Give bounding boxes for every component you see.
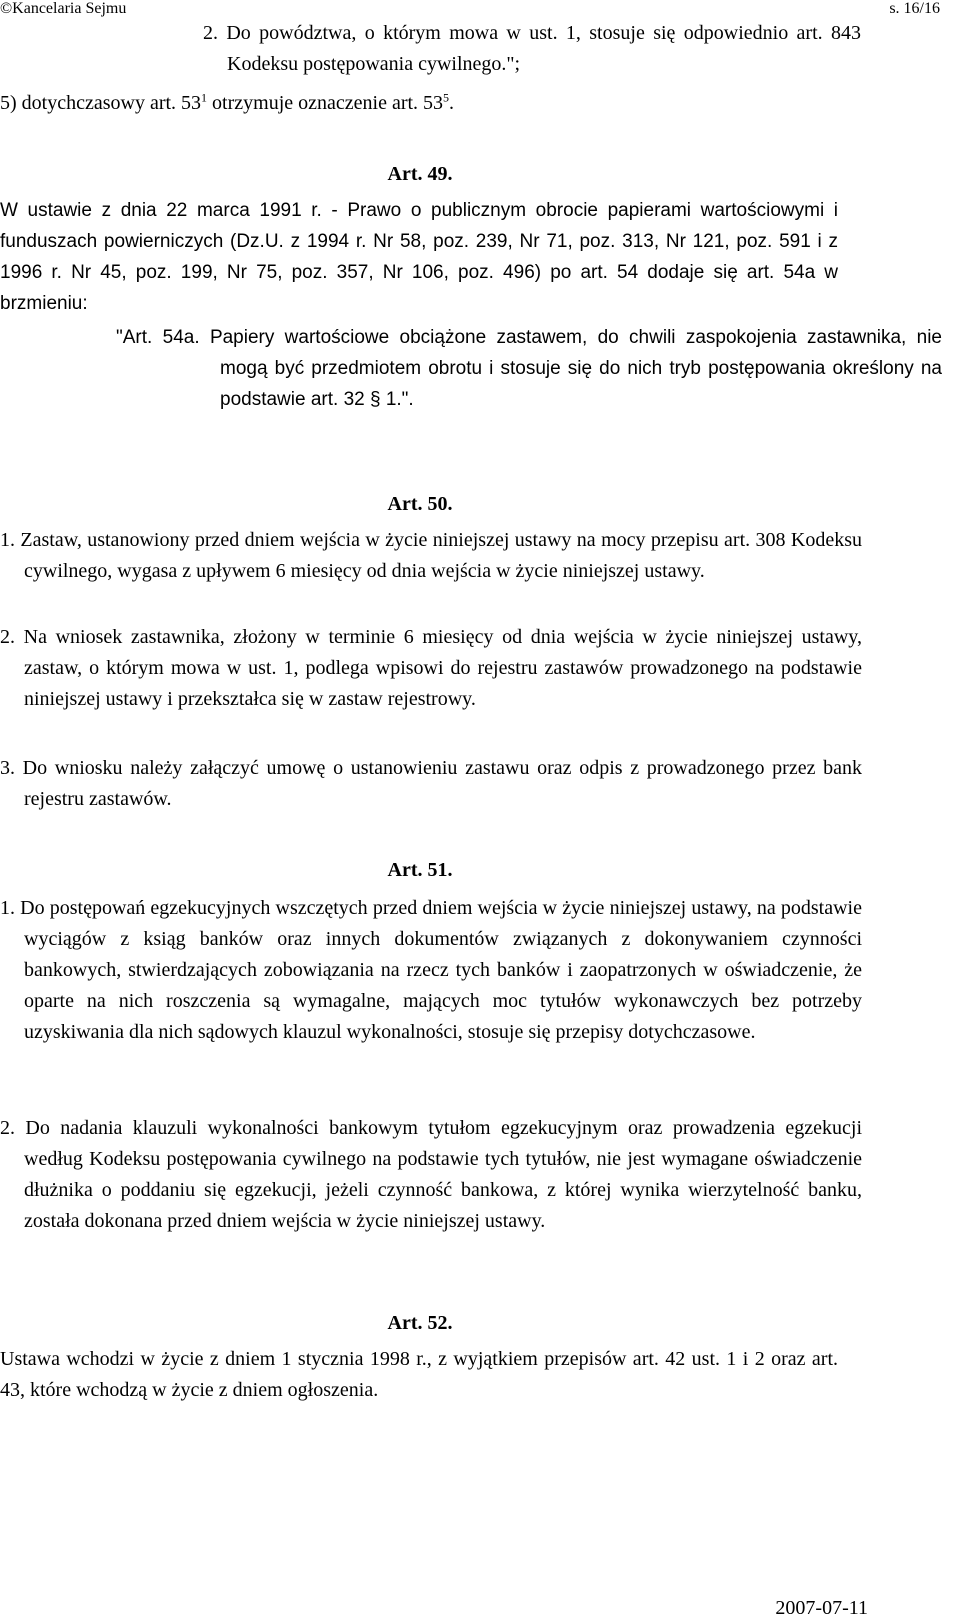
paragraph-2-previous-article: 2. Do powództwa, o którym mowa w ust. 1, stosuje się odpowiednio art. 843 Kodeksu postępowania cywilnego."; xyxy=(203,22,861,75)
article-51-paragraph-2: 2. Do nadania klauzuli wykonalności bankowym tytułom egzekucyjnym oraz prowadzenia egzekucji według Kodeksu postępowania cywilnego na podstawie tych tytułów, nie jest wymagane oświadczenie dłużnika o poddaniu się egzekucji, jeżeli czynność bankowa, z której wynika wierzytelność banku, została dokonana przed dniem wejścia w życie niniejszej ustawy. xyxy=(0,1117,862,1232)
article-49-heading: Art. 49. xyxy=(387,163,453,185)
article-49-intro: W ustawie z dnia 22 marca 1991 r. - Prawo o publicznym obrocie papierami wartościowymi i funduszach powierniczych (Dz.U. z 1994 r. Nr 58, poz. 239, Nr 71, poz. 313, Nr 121, poz. 591 i z 1996 r. Nr 45, poz. 199, Nr 75, poz. 357, Nr 106, poz. 496) po art. 54 dodaje się art. 54a w brzmieniu: xyxy=(0,200,838,314)
footer-date: 2007-07-11 xyxy=(775,1597,868,1619)
article-54a-quote xyxy=(116,322,942,415)
article-52-text: Ustawa wchodzi w życie z dniem 1 stycznia 1998 r., z wyjątkiem przepisów art. 42 ust. 1 i 2 oraz art. 43, które wchodzą w życie z dniem ogłoszenia. xyxy=(0,1348,838,1401)
article-50-paragraph-1: 1. Zastaw, ustanowiony przed dniem wejścia w życie niniejszej ustawy na mocy przepisu art. 308 Kodeksu cywilnego, wygasa z upływem 6 miesięcy od dnia wejścia w życie niniejszej ustawy. xyxy=(0,529,862,582)
item-5 xyxy=(0,88,840,119)
article-50-paragraph-2: 2. Na wniosek zastawnika, złożony w terminie 6 miesięcy od dnia wejścia w życie niniejszej ustawy, zastaw, o którym mowa w ust. 1, podlega wpisowi do rejestru zastawów prowadzonego na podstawie niniejszej ustawy i przekształca się w zastaw rejestrowy. xyxy=(0,626,862,710)
item-5-sup-2: 5 xyxy=(443,90,450,105)
article-52-heading: Art. 52. xyxy=(387,1312,453,1334)
article-51-paragraph-1: 1. Do postępowań egzekucyjnych wszczętych przed dniem wejścia w życie niniejszej ustawy, na podstawie wyciągów z ksiąg banków oraz innych dokumentów związanych z dokonywaniem czynności bankowych, stwierdzających zobowiązania na rzecz tych banków i zaopatrzonych w oświadczenie, że oparte na nich roszczenia są wymagalne, mających moc tytułów wykonawczych bez potrzeby uzyskiwania dla nich sądowych klauzul wykonalności, stosuje się przepisy dotychczasowe. xyxy=(0,897,862,1043)
page-number: s. 16/16 xyxy=(889,0,940,17)
article-54a-text: Papiery wartościowe obciążone zastawem, do chwili zaspokojenia zastawnika, nie mogą być przedmiotem obrotu i stosuje się do nich tryb postępowania określony na podstawie art. 32 § 1.". xyxy=(209,327,942,410)
item-5-text-c: . xyxy=(449,92,455,114)
article-54a-label: "Art. 54a. xyxy=(116,327,200,348)
copyright-header: ©Kancelaria Sejmu xyxy=(0,0,127,17)
article-51-heading: Art. 51. xyxy=(387,859,453,881)
item-5-text-a: 5) dotychczasowy art. 53 xyxy=(0,92,202,114)
item-5-text-b: otrzymuje oznaczenie art. 53 xyxy=(207,92,444,114)
article-50-heading: Art. 50. xyxy=(387,493,453,515)
item-5-sup-1: 1 xyxy=(201,90,208,105)
article-50-paragraph-3: 3. Do wniosku należy załączyć umowę o ustanowieniu zastawu oraz odpis z prowadzonego przez bank rejestru zastawów. xyxy=(0,757,862,810)
